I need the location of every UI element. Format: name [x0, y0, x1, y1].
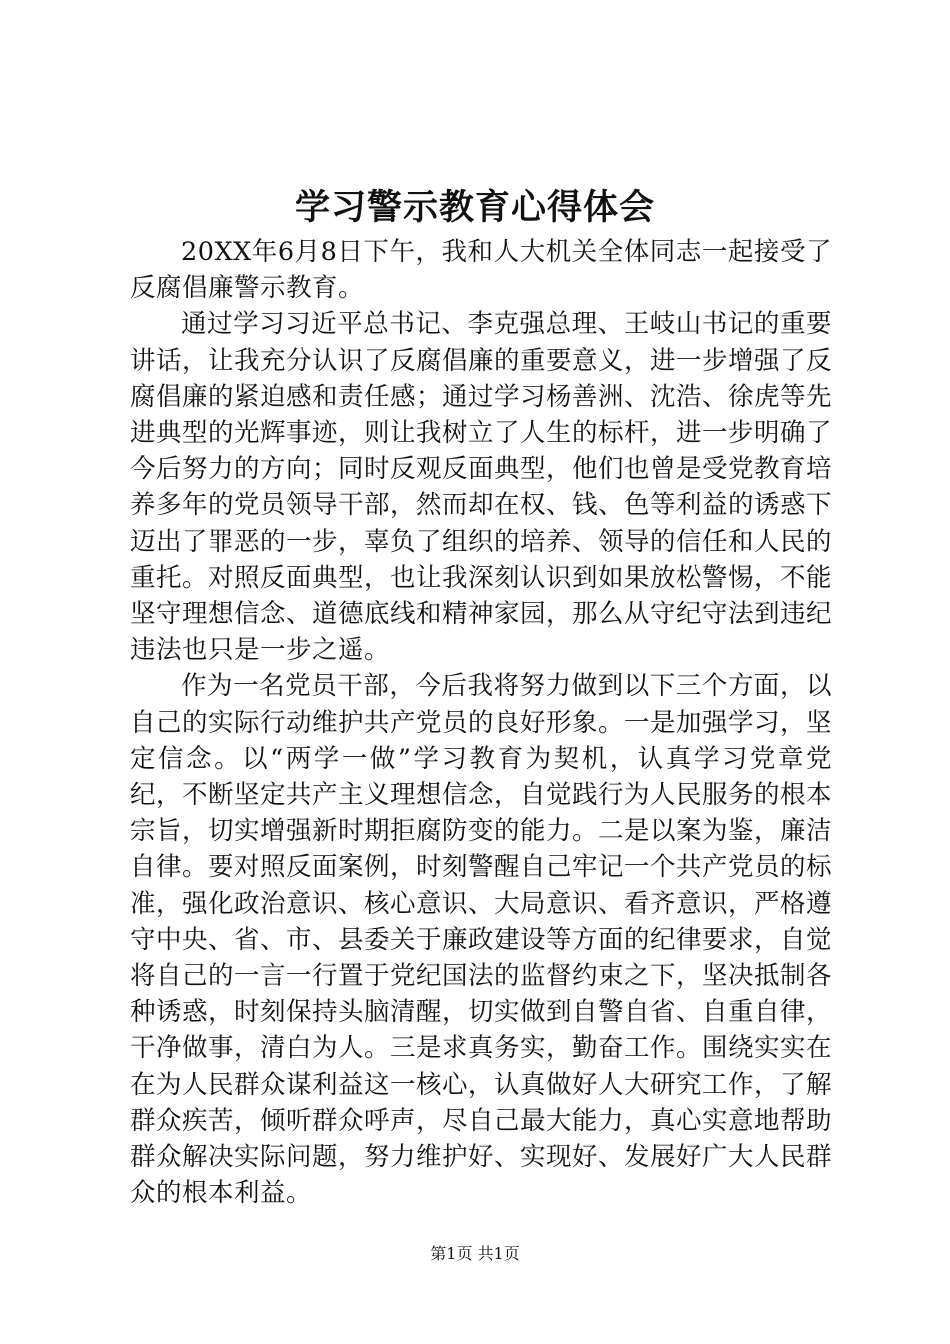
paragraph-reflection: 通过学习习近平总书记、李克强总理、王岐山书记的重要讲话，让我充分认识了反腐倡廉的重要意义，进一步增强了反腐倡廉的紧迫感和责任感；通过学习杨善洲、沈浩、徐虎等先进典型的光辉事迹，则让我树立了人生的标杆，进一步明确了今后努力的方向；同时反观反面典型，他们也曾是受党教育培养多年的党员领导干部，然而却在权、钱、色等利益的诱惑下迈出了罪恶的一步，辜负了组织的培养、领导的信任和人民的重托。对照反面典型，也让我深刻认识到如果放松警惕，不能坚守理想信念、道德底线和精神家园，那么从守纪守法到违纪违法也只是一步之遥。: [130, 309, 833, 666]
paragraph-commitments: 作为一名党员干部，今后我将努力做到以下三个方面，以自己的实际行动维护共产党员的良好形象。一是加强学习，坚定信念。以“两学一做”学习教育为契机，认真学习党章党纪，不断坚定共产主义理想信念，自觉践行为人民服务的根本宗旨，切实增强新时期拒腐防变的能力。二是以案为鉴，廉洁自律。要对照反面案例，时刻警醒自己牢记一个共产党员的标准，强化政治意识、核心意识、大局意识、看齐意识，严格遵守中央、省、市、县委关于廉政建设等方面的纪律要求，自觉将自己的一言一行置于党纪国法的监督约束之下，坚决抵制各种诱惑，时刻保持头脑清醒，切实做到自警自省、自重自律，干净做事，清白为人。三是求真务实，勤奋工作。围绕实实在在为人民群众谋利益这一核心，认真做好人大研究工作，了解群众疾苦，倾听群众呼声，尽自己最大能力，真心实意地帮助群众解决实际问题，努力维护好、实现好、发展好广大人民群众的根本利益。: [130, 671, 833, 1209]
paragraph-intro: 20XX年6月8日下午，我和人大机关全体同志一起接受了反腐倡廉警示教育。: [130, 237, 832, 304]
document-title: 学习警示教育心得体会: [294, 187, 655, 228]
document-body: [130, 234, 832, 1211]
page-number-footer: 第1页 共1页: [430, 1244, 520, 1263]
